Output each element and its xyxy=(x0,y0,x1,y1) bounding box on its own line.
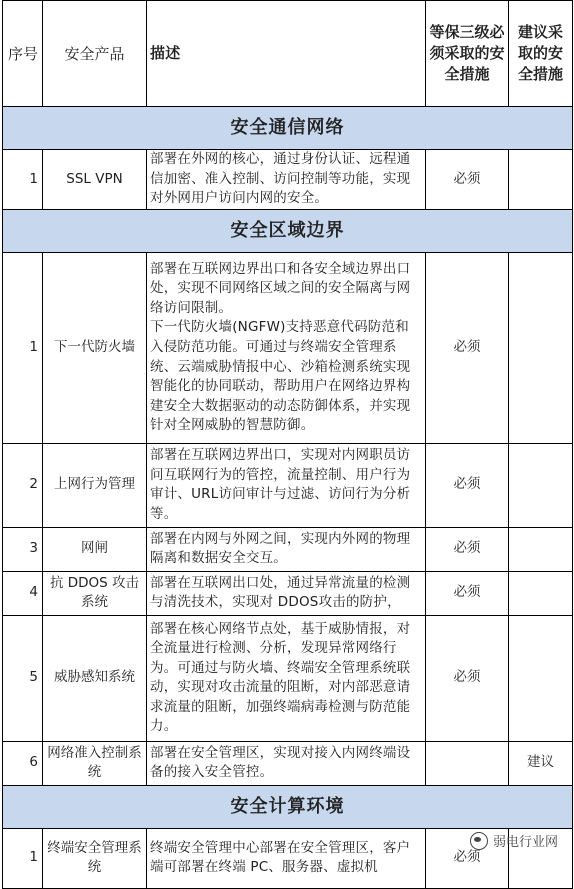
table-row xyxy=(3,150,573,210)
product-name: 终端安全管理系统 xyxy=(43,828,147,888)
product-name: 抗 DDOS 攻击系统 xyxy=(43,571,147,615)
header-description: 描述 xyxy=(147,1,426,107)
row-number: 3 xyxy=(3,527,43,571)
table-row xyxy=(3,443,573,527)
product-name: SSL VPN xyxy=(43,150,147,210)
product-description: 部署在内网与外网之间，实现内外网的物理隔离和数据安全交互。 xyxy=(147,527,426,571)
section-title: 安全通信网络 xyxy=(3,107,573,150)
required-cell: 必须 xyxy=(426,527,509,571)
suggested-cell xyxy=(509,150,573,210)
table-row xyxy=(3,571,573,615)
required-cell: 必须 xyxy=(426,150,509,210)
required-cell: 必须 xyxy=(426,615,509,741)
row-number: 1 xyxy=(3,150,43,210)
product-name: 下一代防火墙 xyxy=(43,252,147,443)
watermark xyxy=(470,831,558,850)
watermark-text: 弱电行业网 xyxy=(492,835,558,850)
row-number: 6 xyxy=(3,741,43,785)
table-row xyxy=(3,615,573,741)
section-header-row xyxy=(3,209,573,252)
row-number: 5 xyxy=(3,615,43,741)
row-number: 4 xyxy=(3,571,43,615)
required-cell: 必须 xyxy=(426,443,509,527)
suggested-cell xyxy=(509,571,573,615)
required-cell: 必须 xyxy=(426,571,509,615)
row-number: 1 xyxy=(3,252,43,443)
product-name: 威胁感知系统 xyxy=(43,615,147,741)
security-measures-table xyxy=(2,0,573,889)
product-description: 部署在互联网边界出口，实现对内网职员访问互联网行为的管控，流量控制、用户行为审计、URL访问审计与过滤、访问行为分析等。 xyxy=(147,443,426,527)
required-cell xyxy=(426,741,509,785)
header-product: 安全产品 xyxy=(43,1,147,107)
suggested-cell xyxy=(509,252,573,443)
product-description: 终端安全管理中心部署在安全管理区，客户端可部署在终端 PC、服务器、虚拟机 xyxy=(147,828,426,888)
row-number: 1 xyxy=(3,828,43,888)
header-suggested: 建议采取的安全措施 xyxy=(509,1,573,107)
suggested-cell xyxy=(509,615,573,741)
product-name: 网闸 xyxy=(43,527,147,571)
required-cell: 必须 xyxy=(426,828,509,888)
header-row xyxy=(3,1,573,107)
section-header-row xyxy=(3,107,573,150)
table-row xyxy=(3,741,573,785)
section-title: 安全计算环境 xyxy=(3,785,573,828)
product-description: 部署在安全管理区，实现对接入内网终端设备的接入安全管控。 xyxy=(147,741,426,785)
section-header-row xyxy=(3,785,573,828)
table-row xyxy=(3,527,573,571)
suggested-cell xyxy=(509,527,573,571)
section-title: 安全区域边界 xyxy=(3,209,573,252)
required-cell: 必须 xyxy=(426,252,509,443)
suggested-cell xyxy=(509,443,573,527)
product-name: 上网行为管理 xyxy=(43,443,147,527)
product-description: 部署在核心网络节点处，基于威胁情报，对全流量进行检测、分析，发现异常网络行为。可通过与防火墙、终端安全管理系统联动，实现对攻击流量的阻断，对内部恶意请求流量的阻断，加强终端病毒检测与防范能力。 xyxy=(147,615,426,741)
row-number: 2 xyxy=(3,443,43,527)
wechat-icon xyxy=(470,832,488,850)
header-no: 序号 xyxy=(3,1,43,107)
header-required: 等保三级必须采取的安全措施 xyxy=(426,1,509,107)
product-description: 部署在外网的核心，通过身份认证、远程通信加密、准入控制、访问控制等功能，实现对外网用户访问内网的安全。 xyxy=(147,150,426,210)
suggested-cell: 建议 xyxy=(509,741,573,785)
product-name: 网络准入控制系统 xyxy=(43,741,147,785)
product-description: 部署在互联网出口处，通过异常流量的检测与清洗技术，实现对 DDOS攻击的防护， xyxy=(147,571,426,615)
table-row xyxy=(3,252,573,443)
product-description: 部署在互联网边界出口和各安全域边界出口处，实现不同网络区域之间的安全隔离与网络访问限制。 下一代防火墙(NGFW)支持恶意代码防范和入侵防范功能。可通过与终端安全管理系统、云端威胁情报中心、沙箱检测系统实现智能化的协同联动，帮助用户在网络边界构建安全大数据驱动的动态防御体系，并实现针对全网威胁的智慧防御。 xyxy=(147,252,426,443)
